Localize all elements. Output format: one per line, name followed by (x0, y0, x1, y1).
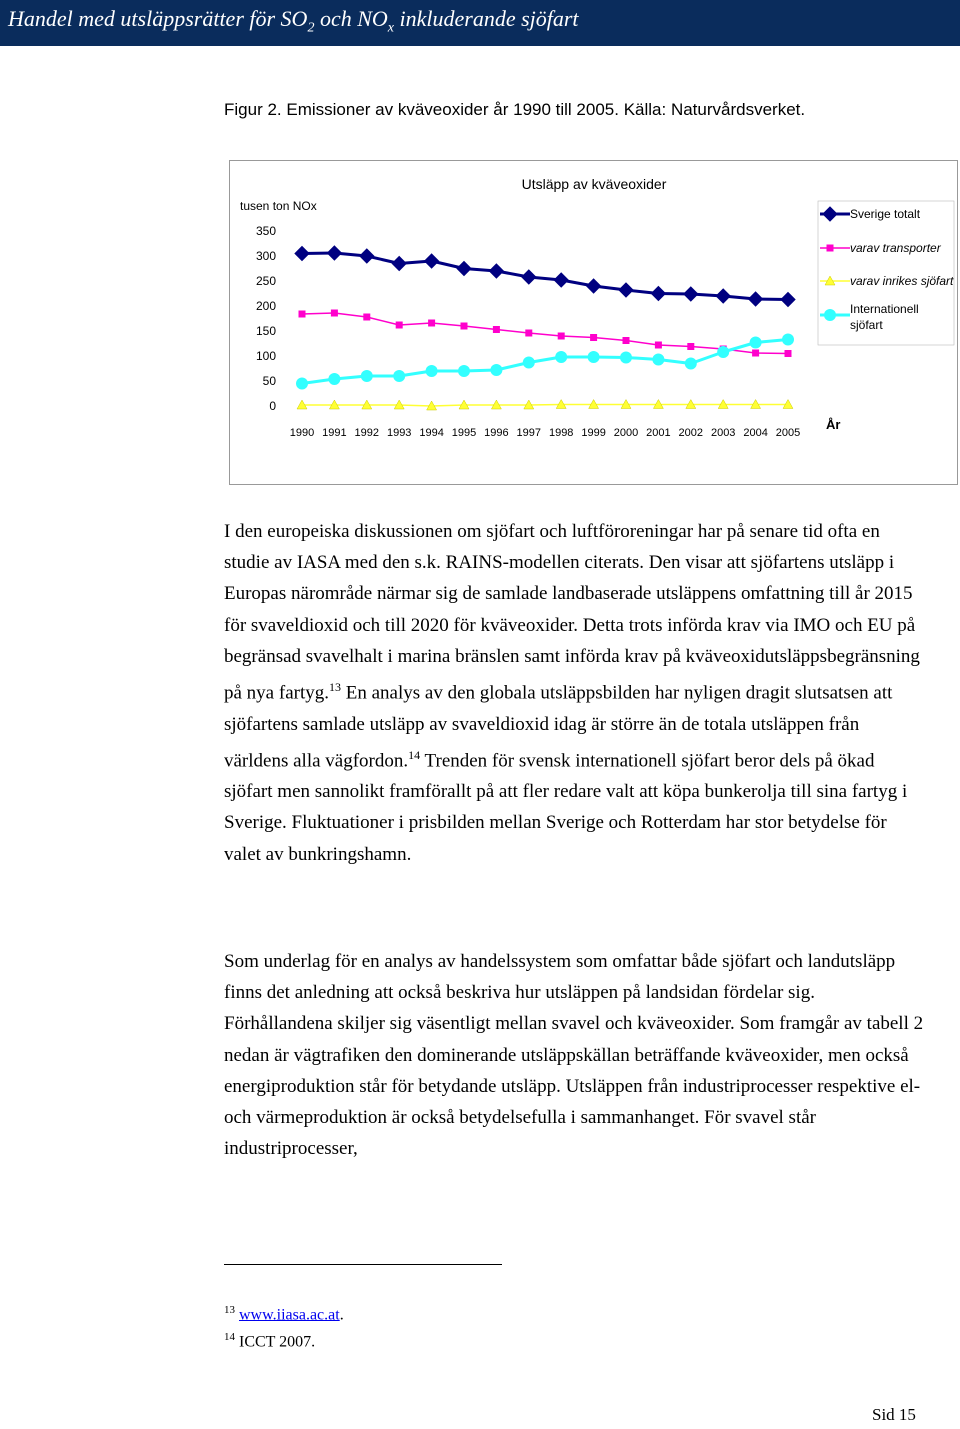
data-point (299, 311, 306, 318)
data-point (717, 346, 729, 358)
footnote-divider (224, 1264, 502, 1265)
paragraph-2: Som underlag för en analys av handelssystem som omfattar både sjöfart och landutsläpp finns det anledning att också beskriva hur utsläppen på landsidan fördelar sig. Förhållandena skiljer sig väsentligt mellan svavel och kväveoxider. Som framgår av tabell 2 nedan är vägtrafiken den dominerande utsläppskällan beträffande kväveoxider, men också energiproduktion står för betydande utsläpp. Utsläppen från industriprocesser respektive el- och värmeproduktion är också betydelsefulla i sammanhanget. För svavel står industriprocesser, (224, 951, 924, 1160)
data-point (590, 334, 597, 341)
x-tick-label: 1999 (581, 427, 606, 439)
legend-marker (824, 309, 836, 321)
data-point (426, 365, 438, 377)
data-point (555, 351, 567, 363)
data-point (750, 337, 762, 349)
series-line (302, 405, 788, 407)
x-tick-label: 1994 (419, 427, 444, 439)
data-point (457, 262, 471, 276)
data-point (749, 292, 763, 306)
data-point (296, 378, 308, 390)
y-tick-label: 50 (262, 374, 276, 388)
data-point (558, 333, 565, 340)
footnote-link[interactable]: www.iiasa.ac.at (239, 1306, 340, 1324)
footnote-ref-13: 13 (328, 680, 341, 695)
legend-label: sjöfart (850, 318, 883, 332)
series-line (302, 313, 788, 354)
data-point (623, 337, 630, 344)
legend-label: Internationell (850, 302, 919, 316)
page-number: Sid 15 (872, 1405, 916, 1424)
paragraph-1: I den europeiska diskussionen om sjöfart och luftföroreningar har på senare tid ofta en studie av IASA med den s.k. RAINS-modellen citerats. Den visar att sjöfartens utsläpp i Europas närområde närmar sig de samlade landbaserade utsläppens omfattning till år 2015 för svaveldioxid och till 2020 för kväveoxider. Detta trots införda krav via IMO och EU på begränsad svavelhalt i marina bränslen samt införda krav på kväveoxidutsläppsbegränsning på nya fartyg.$^{13}$ En analys av den globala utsläppsbilden har nyligen dragit slutsatsen att sjöfartens samlade utsläpp av svaveldioxid idag är större än de totala utsläppen från världens alla vägfordon.$^{14}$ Trenden för svensk internationell sjöfart beror dels på ökad sjöfart men sannolikt framförallt på att fler redare valt att köpa bunkerolja till sina fartyg i Sverige. Fluktuationer i prisbilden mellan Sverige och Rotterdam har stor betydelse för valet av bunkringshamn. (224, 521, 920, 865)
data-point (490, 364, 502, 376)
legend-marker (823, 207, 837, 221)
x-tick-label: 1993 (386, 427, 412, 439)
data-point (327, 246, 341, 260)
data-point (684, 287, 698, 301)
data-point (461, 323, 468, 330)
data-point (554, 273, 568, 287)
footnote-14: $^{14}$ ICCT 2007. (224, 1331, 316, 1351)
data-point (425, 254, 439, 268)
data-point (781, 293, 795, 307)
data-point (396, 322, 403, 329)
data-point (716, 289, 730, 303)
x-tick-label: 2004 (743, 427, 768, 439)
data-point (522, 270, 536, 284)
emissions-line-chart (230, 161, 957, 484)
data-point (393, 370, 405, 382)
data-point (360, 249, 374, 263)
data-point (785, 350, 792, 357)
chart-title: Utsläpp av kväveoxider (521, 176, 667, 192)
data-point (493, 326, 500, 333)
x-tick-label: 1992 (354, 427, 380, 439)
y-tick-label: 150 (255, 324, 276, 338)
legend-marker (827, 245, 834, 252)
y-tick-label: 250 (255, 274, 276, 288)
x-tick-label: 2003 (710, 427, 736, 439)
series-line (302, 253, 788, 300)
data-point (620, 352, 632, 364)
data-point (655, 342, 662, 349)
series-line (302, 340, 788, 384)
data-point (619, 283, 633, 297)
data-point (295, 247, 309, 261)
data-point (685, 358, 697, 370)
x-tick-label: 2005 (775, 427, 801, 439)
y-tick-label: 0 (269, 399, 276, 413)
data-point (392, 257, 406, 271)
footnotes (224, 1299, 344, 1354)
x-tick-label: 1990 (289, 427, 315, 439)
document-title: Handel med utsläppsrätter för $SO_2$ och $NO_x$ inkluderande sjöfart (8, 6, 579, 36)
legend-label: Sverige totalt (850, 207, 921, 221)
x-tick-label: 1998 (548, 427, 574, 439)
data-point (363, 314, 370, 321)
x-axis-label: År (826, 417, 841, 432)
y-tick-label: 200 (255, 299, 276, 313)
x-tick-label: 1996 (484, 427, 509, 439)
x-tick-label: 1995 (451, 427, 477, 439)
data-point (587, 279, 601, 293)
y-tick-label: 350 (255, 224, 276, 238)
y-axis-label: tusen ton NOx (240, 199, 317, 213)
page-header (0, 0, 960, 46)
data-point (752, 350, 759, 357)
data-point (361, 370, 373, 382)
data-point (687, 343, 694, 350)
data-point (458, 365, 470, 377)
legend-label: varav transporter (850, 241, 941, 255)
y-tick-label: 300 (255, 249, 276, 263)
footnote-ref-14: 14 (408, 747, 421, 762)
data-point (331, 310, 338, 317)
x-tick-label: 2002 (678, 427, 704, 439)
x-tick-label: 1997 (516, 427, 542, 439)
footnote-13: $^{13}$ www.iiasa.ac.at. (224, 1304, 344, 1324)
legend-box (818, 201, 954, 345)
data-point (523, 357, 535, 369)
legend-label: varav inrikes sjöfart (850, 274, 954, 288)
data-point (328, 373, 340, 385)
x-tick-label: 2000 (613, 427, 639, 439)
data-point (489, 264, 503, 278)
data-point (428, 320, 435, 327)
y-tick-label: 100 (255, 349, 276, 363)
figure-caption: Figur 2. Emissioner av kväveoxider år 1990 till 2005. Källa: Naturvårdsverket. (224, 100, 806, 119)
data-point (782, 334, 794, 346)
x-tick-label: 1991 (322, 427, 347, 439)
data-point (588, 351, 600, 363)
data-point (525, 330, 532, 337)
data-point (651, 287, 665, 301)
x-tick-label: 2001 (646, 427, 671, 439)
chart-container (229, 160, 958, 485)
data-point (652, 354, 664, 366)
